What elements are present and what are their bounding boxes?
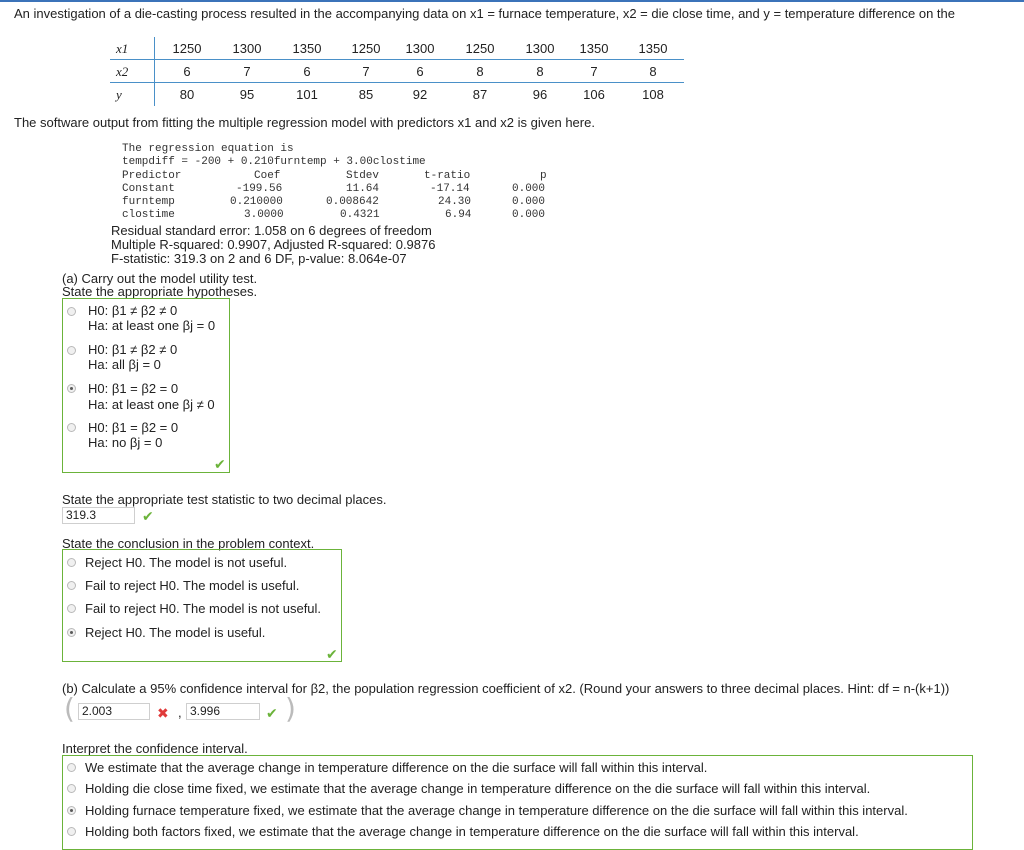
interpret-prompt: Interpret the confidence interval. <box>62 741 248 756</box>
hypotheses-prompt: State the appropriate hypotheses. <box>62 284 258 299</box>
output-cell: 0.000 <box>512 209 546 221</box>
hypothesis-radio-3[interactable] <box>67 384 76 393</box>
output-cell: 0.4321 <box>340 209 380 221</box>
table-cell: 87 <box>472 87 488 102</box>
table-row-x1 <box>110 37 684 60</box>
hypothesis-h0-4: H0: β1 = β2 = 0 <box>88 420 179 435</box>
table-row-y <box>110 83 684 106</box>
table-cell: 7 <box>362 64 370 79</box>
conclusion-radio-3[interactable] <box>67 604 76 613</box>
part-b-title: (b) Calculate a 95% confidence interval for β2, the population regression coefficient of x2. (Round your answers to three decimal places. Hint: df = n-(k+1)) <box>62 681 950 696</box>
table-cell: 1350 <box>292 41 322 56</box>
correct-check-icon: ✔ <box>326 646 338 662</box>
output-cell: 3.0000 <box>244 209 284 221</box>
output-cell: clostime <box>122 209 175 221</box>
test-stat-prompt: State the appropriate test statistic to two decimal places. <box>62 492 387 507</box>
part-a-title: (a) Carry out the model utility test. <box>62 271 258 286</box>
hypothesis-ha-1: Ha: at least one βj = 0 <box>88 318 216 333</box>
table-cell: 1250 <box>351 41 381 56</box>
ci-upper-input[interactable]: 3.996 <box>186 703 260 720</box>
row-label: x2 <box>116 64 129 79</box>
interpret-option-3: Holding furnace temperature fixed, we estimate that the average change in temperature difference on the die surface will fall within this interval. <box>85 803 908 818</box>
table-cell: 6 <box>183 64 191 79</box>
correct-check-icon: ✔ <box>142 508 154 524</box>
interpret-radio-3[interactable] <box>67 806 76 815</box>
residual-se: Residual standard error: 1.058 on 6 degrees of freedom <box>111 223 432 238</box>
interpret-radio-2[interactable] <box>67 784 76 793</box>
problem-intro: An investigation of a die-casting process resulted in the accompanying data on x1 = furnace temperature, x2 = die close time, and y = temperature difference on the <box>14 6 956 21</box>
correct-check-icon: ✔ <box>214 456 226 472</box>
interpret-radio-4[interactable] <box>67 827 76 836</box>
test-stat-input[interactable]: 319.3 <box>62 507 135 524</box>
table-cell: 7 <box>243 64 251 79</box>
output-cell: -199.56 <box>236 183 283 195</box>
output-header-predictor: Predictor <box>122 170 182 182</box>
output-cell: 6.94 <box>445 209 472 221</box>
output-cell: 0.000 <box>512 183 546 195</box>
table-cell: 8 <box>476 64 484 79</box>
hypothesis-radio-2[interactable] <box>67 346 76 355</box>
top-accent-bar <box>0 0 1024 2</box>
output-cell: furntemp <box>122 196 175 208</box>
hypothesis-h0-2: H0: β1 ≠ β2 ≠ 0 <box>88 342 178 357</box>
conclusion-option-2: Fail to reject H0. The model is useful. <box>85 578 300 593</box>
ci-separator: , <box>178 705 182 720</box>
interpret-option-4: Holding both factors fixed, we estimate that the average change in temperature difference on the die surface will fall within this interval. <box>85 824 859 839</box>
hypothesis-ha-4: Ha: no βj = 0 <box>88 435 163 450</box>
table-cell: 1250 <box>465 41 495 56</box>
output-header-stdev: Stdev <box>346 170 380 182</box>
table-cell: 101 <box>296 87 318 102</box>
table-row-x2 <box>110 60 684 83</box>
table-cell: 6 <box>303 64 311 79</box>
table-cell: 95 <box>239 87 255 102</box>
regression-eq: tempdiff = -200 + 0.210furntemp + 3.00clostime <box>122 156 426 168</box>
software-output-intro: The software output from fitting the multiple regression model with predictors x1 and x2 is given here. <box>14 115 595 130</box>
output-cell: -17.14 <box>430 183 470 195</box>
hypothesis-ha-2: Ha: all βj = 0 <box>88 357 161 372</box>
output-cell: 0.008642 <box>326 196 379 208</box>
table-cell: 8 <box>649 64 657 79</box>
output-cell: 0.000 <box>512 196 546 208</box>
hypothesis-radio-4[interactable] <box>67 423 76 432</box>
table-cell: 108 <box>642 87 664 102</box>
hypothesis-radio-1[interactable] <box>67 307 76 316</box>
ci-lower-input[interactable]: 2.003 <box>78 703 150 720</box>
table-cell: 1300 <box>232 41 262 56</box>
correct-check-icon: ✔ <box>266 705 278 721</box>
table-cell: 1300 <box>525 41 555 56</box>
output-cell: 24.30 <box>438 196 472 208</box>
table-cell: 80 <box>179 87 195 102</box>
conclusion-prompt: State the conclusion in the problem context. <box>62 536 315 551</box>
table-cell: 8 <box>536 64 544 79</box>
interpret-radio-1[interactable] <box>67 763 76 772</box>
r-squared: Multiple R-squared: 0.9907, Adjusted R-squared: 0.9876 <box>111 237 436 252</box>
left-paren: ( <box>64 692 75 725</box>
interpret-option-1: We estimate that the average change in temperature difference on the die surface will fall within this interval. <box>85 760 708 775</box>
table-cell: 92 <box>412 87 428 102</box>
table-cell: 6 <box>416 64 424 79</box>
table-cell: 1350 <box>638 41 668 56</box>
table-cell: 96 <box>532 87 548 102</box>
f-statistic: F-statistic: 319.3 on 2 and 6 DF, p-value: 8.064e-07 <box>111 251 407 266</box>
hypothesis-h0-1: H0: β1 ≠ β2 ≠ 0 <box>88 303 178 318</box>
incorrect-x-icon: ✖ <box>157 705 169 721</box>
regression-eq-title: The regression equation is <box>122 143 294 155</box>
conclusion-radio-1[interactable] <box>67 558 76 567</box>
conclusion-option-3: Fail to reject H0. The model is not useful. <box>85 601 322 616</box>
output-cell: 0.210000 <box>230 196 283 208</box>
conclusion-radio-4[interactable] <box>67 628 76 637</box>
right-paren: ) <box>285 692 296 725</box>
table-cell: 85 <box>358 87 374 102</box>
data-table <box>110 37 684 106</box>
hypothesis-h0-3: H0: β1 = β2 = 0 <box>88 381 179 396</box>
table-cell: 7 <box>590 64 598 79</box>
output-header-tratio: t-ratio <box>424 170 471 182</box>
conclusion-option-1: Reject H0. The model is not useful. <box>85 555 288 570</box>
conclusion-option-4: Reject H0. The model is useful. <box>85 625 266 640</box>
output-header-coef: Coef <box>254 170 281 182</box>
table-cell: 106 <box>583 87 605 102</box>
table-cell: 1300 <box>405 41 435 56</box>
row-label: x1 <box>116 41 129 56</box>
output-header-p: p <box>540 170 547 182</box>
row-label: y <box>116 87 122 102</box>
output-cell: Constant <box>122 183 175 195</box>
table-cell: 1350 <box>579 41 609 56</box>
conclusion-radio-2[interactable] <box>67 581 76 590</box>
hypothesis-ha-3: Ha: at least one βj ≠ 0 <box>88 397 215 412</box>
table-cell: 1250 <box>172 41 202 56</box>
interpret-option-2: Holding die close time fixed, we estimate that the average change in temperature difference on the die surface will fall within this interval. <box>85 781 871 796</box>
output-cell: 11.64 <box>346 183 380 195</box>
